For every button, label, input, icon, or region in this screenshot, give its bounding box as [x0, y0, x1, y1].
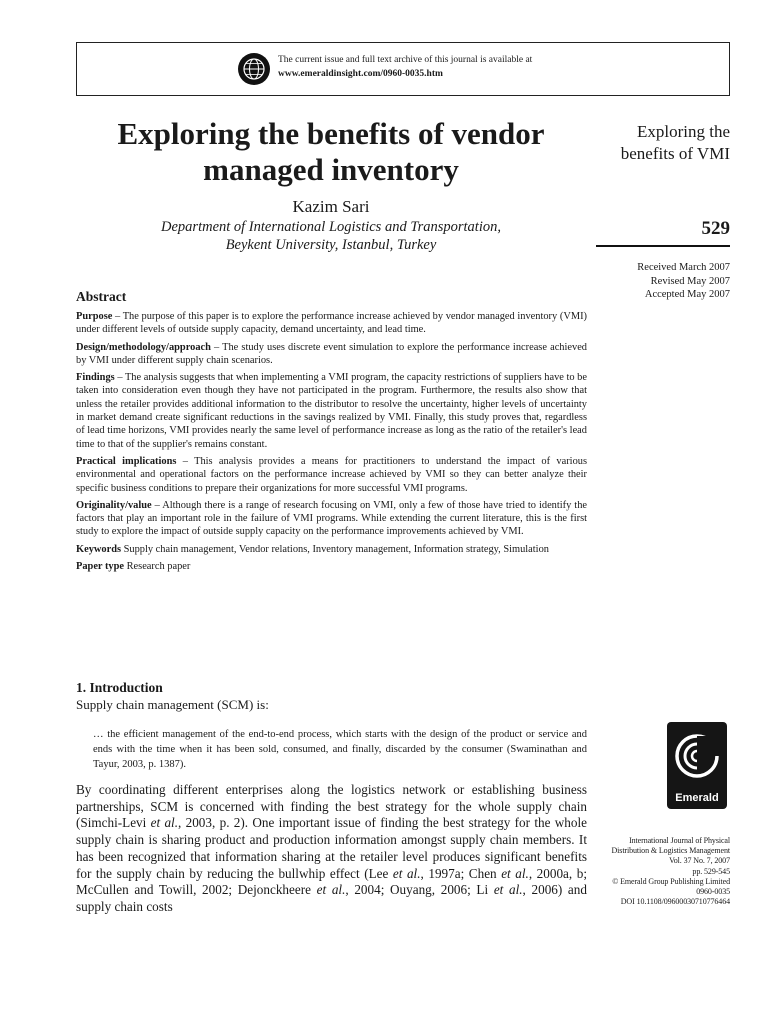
globe-icon: [237, 52, 271, 86]
body-text: By coordinating different enterprises along the logistics network or establishing business partnerships, SCM is concerned with finding the best strategy for the whole supply chain (Simchi-Levi: [76, 782, 587, 831]
revised-date: Revised May 2007: [650, 275, 730, 287]
practical-text: – This analysis provides a means for practitioners to understand the impact of various environmental and operational factors on the performance increase achieved by VMI so they can better analyze their specific business conditions to prepare their organizations for more successful VMI programs.: [76, 455, 588, 494]
paper-type-label: Paper type: [76, 561, 125, 573]
et-al-citation: et al.: [493, 882, 523, 898]
body-text: , 2000a, b; McCullen and Towill, 2002; Dejonckheere: [76, 865, 587, 898]
author-affiliation: [76, 218, 586, 254]
author-name: Kazim Sari: [292, 197, 370, 216]
originality-label: Originality/value: [76, 499, 152, 511]
emerald-logo: [667, 722, 727, 809]
received-date: Received March 2007: [637, 262, 730, 273]
abstract-keywords: [76, 543, 587, 556]
introduction-body: [76, 782, 587, 916]
abstract-paper-type: [76, 560, 587, 573]
doi-link[interactable]: DOI 10.1108/09600030710776464: [620, 897, 730, 907]
journal-url-link[interactable]: www.emeraldinsight.com/0960-0035.htm: [278, 69, 443, 79]
submission-dates: [596, 261, 730, 302]
practical-label: Practical implications: [76, 455, 177, 467]
et-al-citation: et al.: [392, 865, 421, 881]
block-quote: … the efficient management of the end-to-end process, which starts with the design of the product or service and ends with the time when it has been sold, consumed, and finally, discarded by the consumer (Swaminathan and Tayur, 2003, p. 1387).: [93, 729, 587, 770]
banner-availability-line: The current issue and full text archive of this journal is available at: [278, 55, 533, 65]
findings-label: Findings: [76, 372, 115, 384]
sidebar-divider: [596, 245, 730, 247]
abstract-purpose: [76, 310, 587, 337]
body-text: , 1997a; Chen: [420, 865, 502, 881]
introduction-section: [76, 680, 587, 916]
journal-name-line-1: International Journal of Physical: [629, 836, 730, 845]
emerald-logo-word: Emerald: [675, 792, 719, 804]
introduction-lead: Supply chain management (SCM) is:: [76, 697, 269, 712]
journal-citation-info: [586, 836, 730, 907]
body-text: , 2006) and supply chain costs: [76, 882, 587, 914]
page-range: pp. 529-545: [692, 866, 730, 876]
copyright-notice: © Emerald Group Publishing Limited: [612, 876, 730, 886]
affiliation-line-1: Department of International Logistics and Transportation,: [161, 219, 501, 235]
banner-text: [278, 53, 532, 81]
originality-text: – Although there is a range of research focusing on VMI, only a few of those have tried to identify the factors that play an important role in the failure of VMI programs. While extending the current literature, this is the first study to explore the impact of outside supply capacity on the performance improvements achieved by VMI.: [76, 499, 587, 538]
page-number: 529: [701, 218, 730, 239]
affiliation-line-2: Beykent University, Istanbul, Turkey: [225, 237, 437, 253]
body-text: , 2003, p. 2). One important issue of finding the best strategy for the whole supply chain is sharing product and production information amongst supply chain members. It has been recognized that information sharing at the retailer level produces significant benefits for the supply chain by reducing the bullwhip effect (Lee: [76, 815, 587, 881]
issn: 0960-0035: [696, 887, 730, 897]
running-title: Exploring the benefits of VMI: [620, 122, 730, 163]
paper-type-text: Research paper: [124, 561, 191, 573]
abstract-findings: [76, 371, 587, 451]
keywords-label: Keywords: [76, 543, 122, 555]
et-al-citation: et al.: [316, 882, 346, 898]
journal-name-line-2: Distribution & Logistics Management: [611, 846, 730, 856]
body-text: , 2004; Ouyang, 2006; Li: [345, 882, 494, 898]
keywords-text: Supply chain management, Vendor relations, Inventory management, Information strategy, Simulation: [121, 543, 549, 555]
purpose-label: Purpose: [76, 311, 113, 322]
design-label: Design/methodology/approach: [76, 341, 211, 353]
et-al-citation: et al.: [150, 815, 179, 831]
abstract-originality: [76, 499, 587, 539]
introduction-heading: 1. Introduction: [76, 680, 163, 695]
abstract-design: [76, 341, 587, 368]
article-title: Exploring the benefits of vendor managed inventory: [117, 116, 545, 187]
accepted-date: Accepted May 2007: [644, 289, 730, 300]
findings-text: – The analysis suggests that when implementing a VMI program, the capacity restrictions of suppliers have to be taken into consideration even though they have not participated in the program. Furthermore, the results also show that unless the retailer provides additional information to the distributor to resolve the uncertainty, higher levels of uncertainty in market demand create significant reductions in the savings realized by VMI. Finally, this study proves that, regardless of lead time horizons, VMI provides nearly the same level of performance increase as long as the ratio of the retailer's lead time to that of the supplier's remains constant.: [76, 372, 587, 450]
design-text: – The study uses discrete event simulation to explore the performance increase achieved by VMI under different supply chain scenarios.: [76, 341, 587, 366]
abstract-section: [76, 289, 587, 577]
volume-info: Vol. 37 No. 7, 2007: [669, 856, 730, 866]
journal-banner: [76, 42, 730, 96]
purpose-text: – The purpose of this paper is to explore the performance increase achieved by vendor managed inventory (VMI) under different levels of outside supply capacity, demand uncertainty, and lead time.: [76, 311, 587, 336]
abstract-practical: [76, 455, 587, 495]
abstract-heading: Abstract: [76, 289, 127, 304]
et-al-citation: et al.: [501, 865, 529, 881]
